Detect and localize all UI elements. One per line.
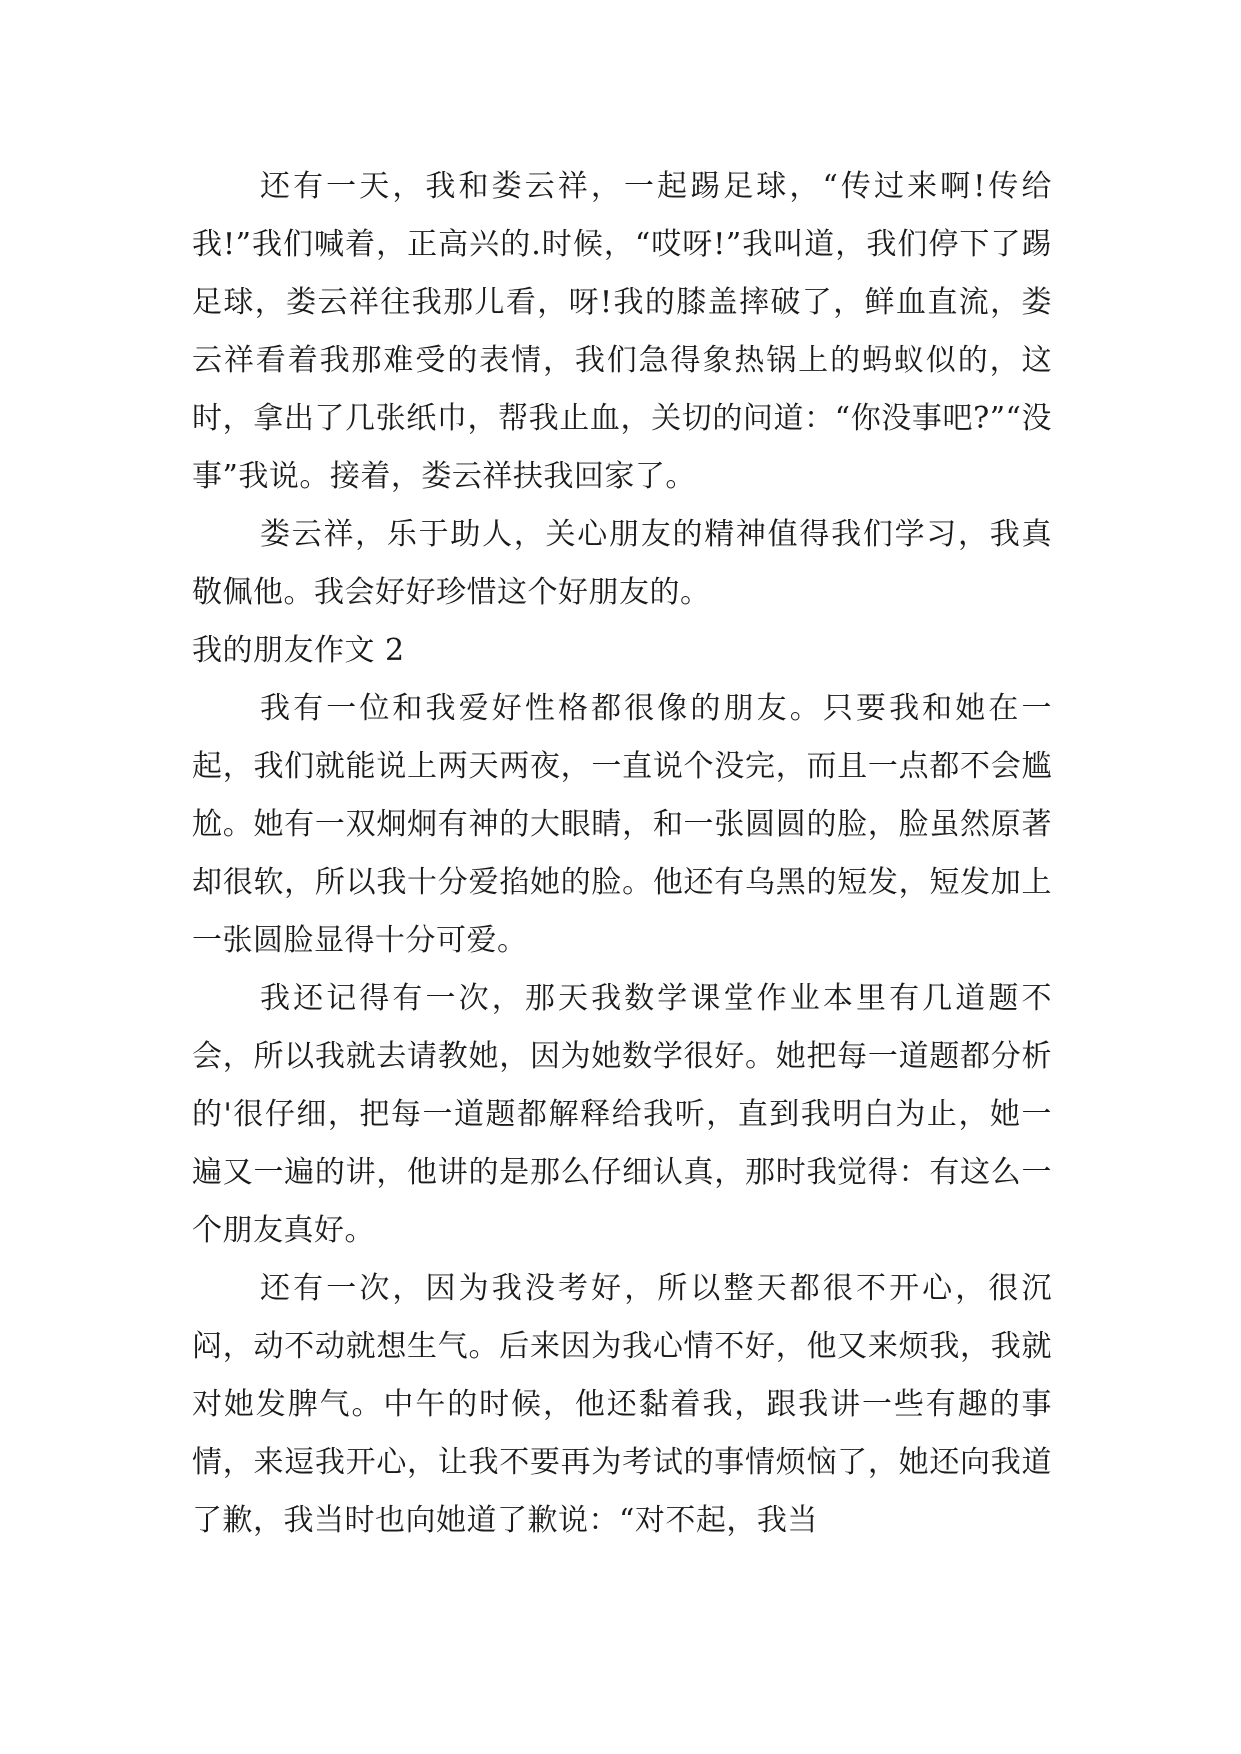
paragraph: 我还记得有一次，那天我数学课堂作业本里有几道题不会，所以我就去请教她，因为她数学很好。她把每一道题都分析的'很仔细，把每一道题都解释给我听，直到我明白为止，她一遍又一遍的讲，他讲的是那么仔细认真，那时我觉得：有这么一个朋友真好。 — [192, 981, 1052, 1248]
paragraph: 我有一位和我爱好性格都很像的朋友。只要我和她在一起，我们就能说上两天两夜，一直说个没完，而且一点都不会尴尬。她有一双炯炯有神的大眼睛，和一张圆圆的脸，脸虽然原著却很软，所以我十分爱掐她的脸。他还有乌黑的短发，短发加上一张圆脸显得十分可爱。 — [192, 691, 1052, 958]
section-heading: 我的朋友作文 2 — [192, 633, 405, 668]
paragraph: 还有一天，我和娄云祥，一起踢足球，“传过来啊!传给我!”我们喊着，正高兴的.时候，“哎呀!”我叫道，我们停下了踢足球，娄云祥往我那儿看，呀!我的膝盖摔破了，鲜血直流，娄云祥看着我那难受的表情，我们急得象热锅上的蚂蚁似的，这时，拿出了几张纸巾，帮我止血，关切的问道：“你没事吧?”“没事”我说。接着，娄云祥扶我回家了。 — [192, 169, 1052, 494]
document-body — [192, 158, 1052, 1550]
paragraph: 娄云祥，乐于助人，关心朋友的精神值得我们学习，我真敬佩他。我会好好珍惜这个好朋友的。 — [192, 517, 1052, 610]
paragraph: 还有一次，因为我没考好，所以整天都很不开心，很沉闷，动不动就想生气。后来因为我心情不好，他又来烦我，我就对她发脾气。中午的时候，他还黏着我，跟我讲一些有趣的事情，来逗我开心，让我不要再为考试的事情烦恼了，她还向我道了歉，我当时也向她道了歉说：“对不起，我当 — [192, 1271, 1052, 1538]
